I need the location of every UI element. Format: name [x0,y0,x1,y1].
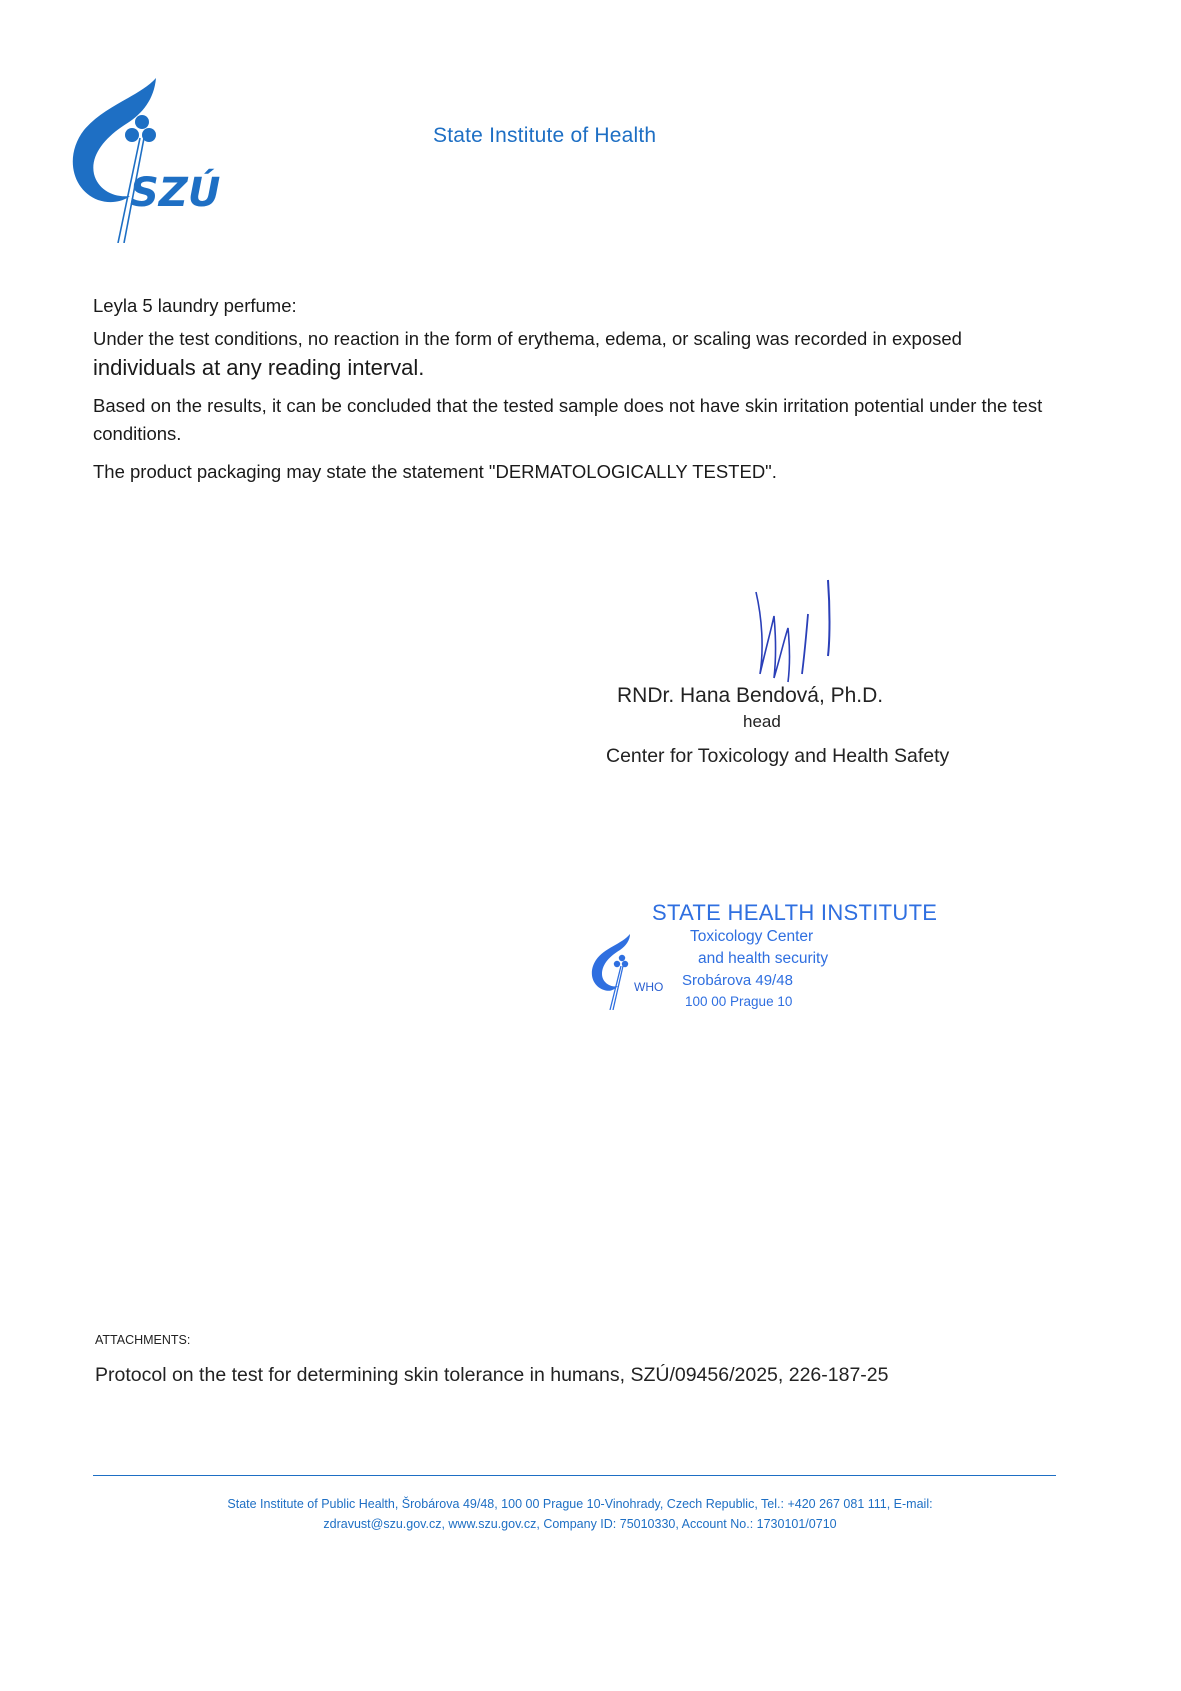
result-line-1: Under the test conditions, no reaction in the form of erythema, edema, or scaling was recorded in exposed [93,328,962,349]
stamp-logo-icon [590,934,638,1010]
logo-text: SZÚ [130,170,221,216]
stamp-title: STATE HEALTH INSTITUTE [652,900,938,925]
stamp-line-1: Toxicology Center [690,928,814,945]
conclusion-paragraph: Based on the results, it can be concluded that the tested sample does not have skin irritation potential under the test conditions. [93,395,1043,444]
product-name: Leyla 5 laundry perfume: [93,295,297,316]
signatory-department: Center for Toxicology and Health Safety [606,745,950,767]
official-stamp [590,896,950,1016]
packaging-statement: The product packaging may state the statement "DERMATOLOGICALLY TESTED". [93,461,777,482]
attachments-label: ATTACHMENTS: [95,1333,191,1347]
stamp-line-3: Srobárova 49/48 [682,972,793,989]
stamp-who: WHO [634,980,664,994]
signatory-name: RNDr. Hana Bendová, Ph.D. [617,684,884,707]
footer-divider [93,1475,1056,1476]
footer-line-2: zdravust@szu.gov.cz, www.szu.gov.cz, Company ID: 75010330, Account No.: 1730101/0710 [323,1517,837,1531]
result-line-2: individuals at any reading interval. [93,355,425,380]
result-paragraph [93,325,1053,383]
attachment-item: Protocol on the test for determining skin tolerance in humans, SZÚ/09456/2025, 226-187-25 [95,1364,889,1386]
stamp-line-2: and health security [698,950,829,967]
stamp-line-4: 100 00 Prague 10 [685,994,793,1009]
institute-title: State Institute of Health [433,124,657,147]
footer-line-1: State Institute of Public Health, Šrobárova 49/48, 100 00 Prague 10-Vinohrady, Czech Republic, Tel.: +420 267 081 111, E-mail: [227,1497,933,1511]
szu-logo [70,78,240,243]
signatory-role: head [743,712,781,731]
handwritten-signature [748,578,848,688]
footer [120,1494,1040,1534]
